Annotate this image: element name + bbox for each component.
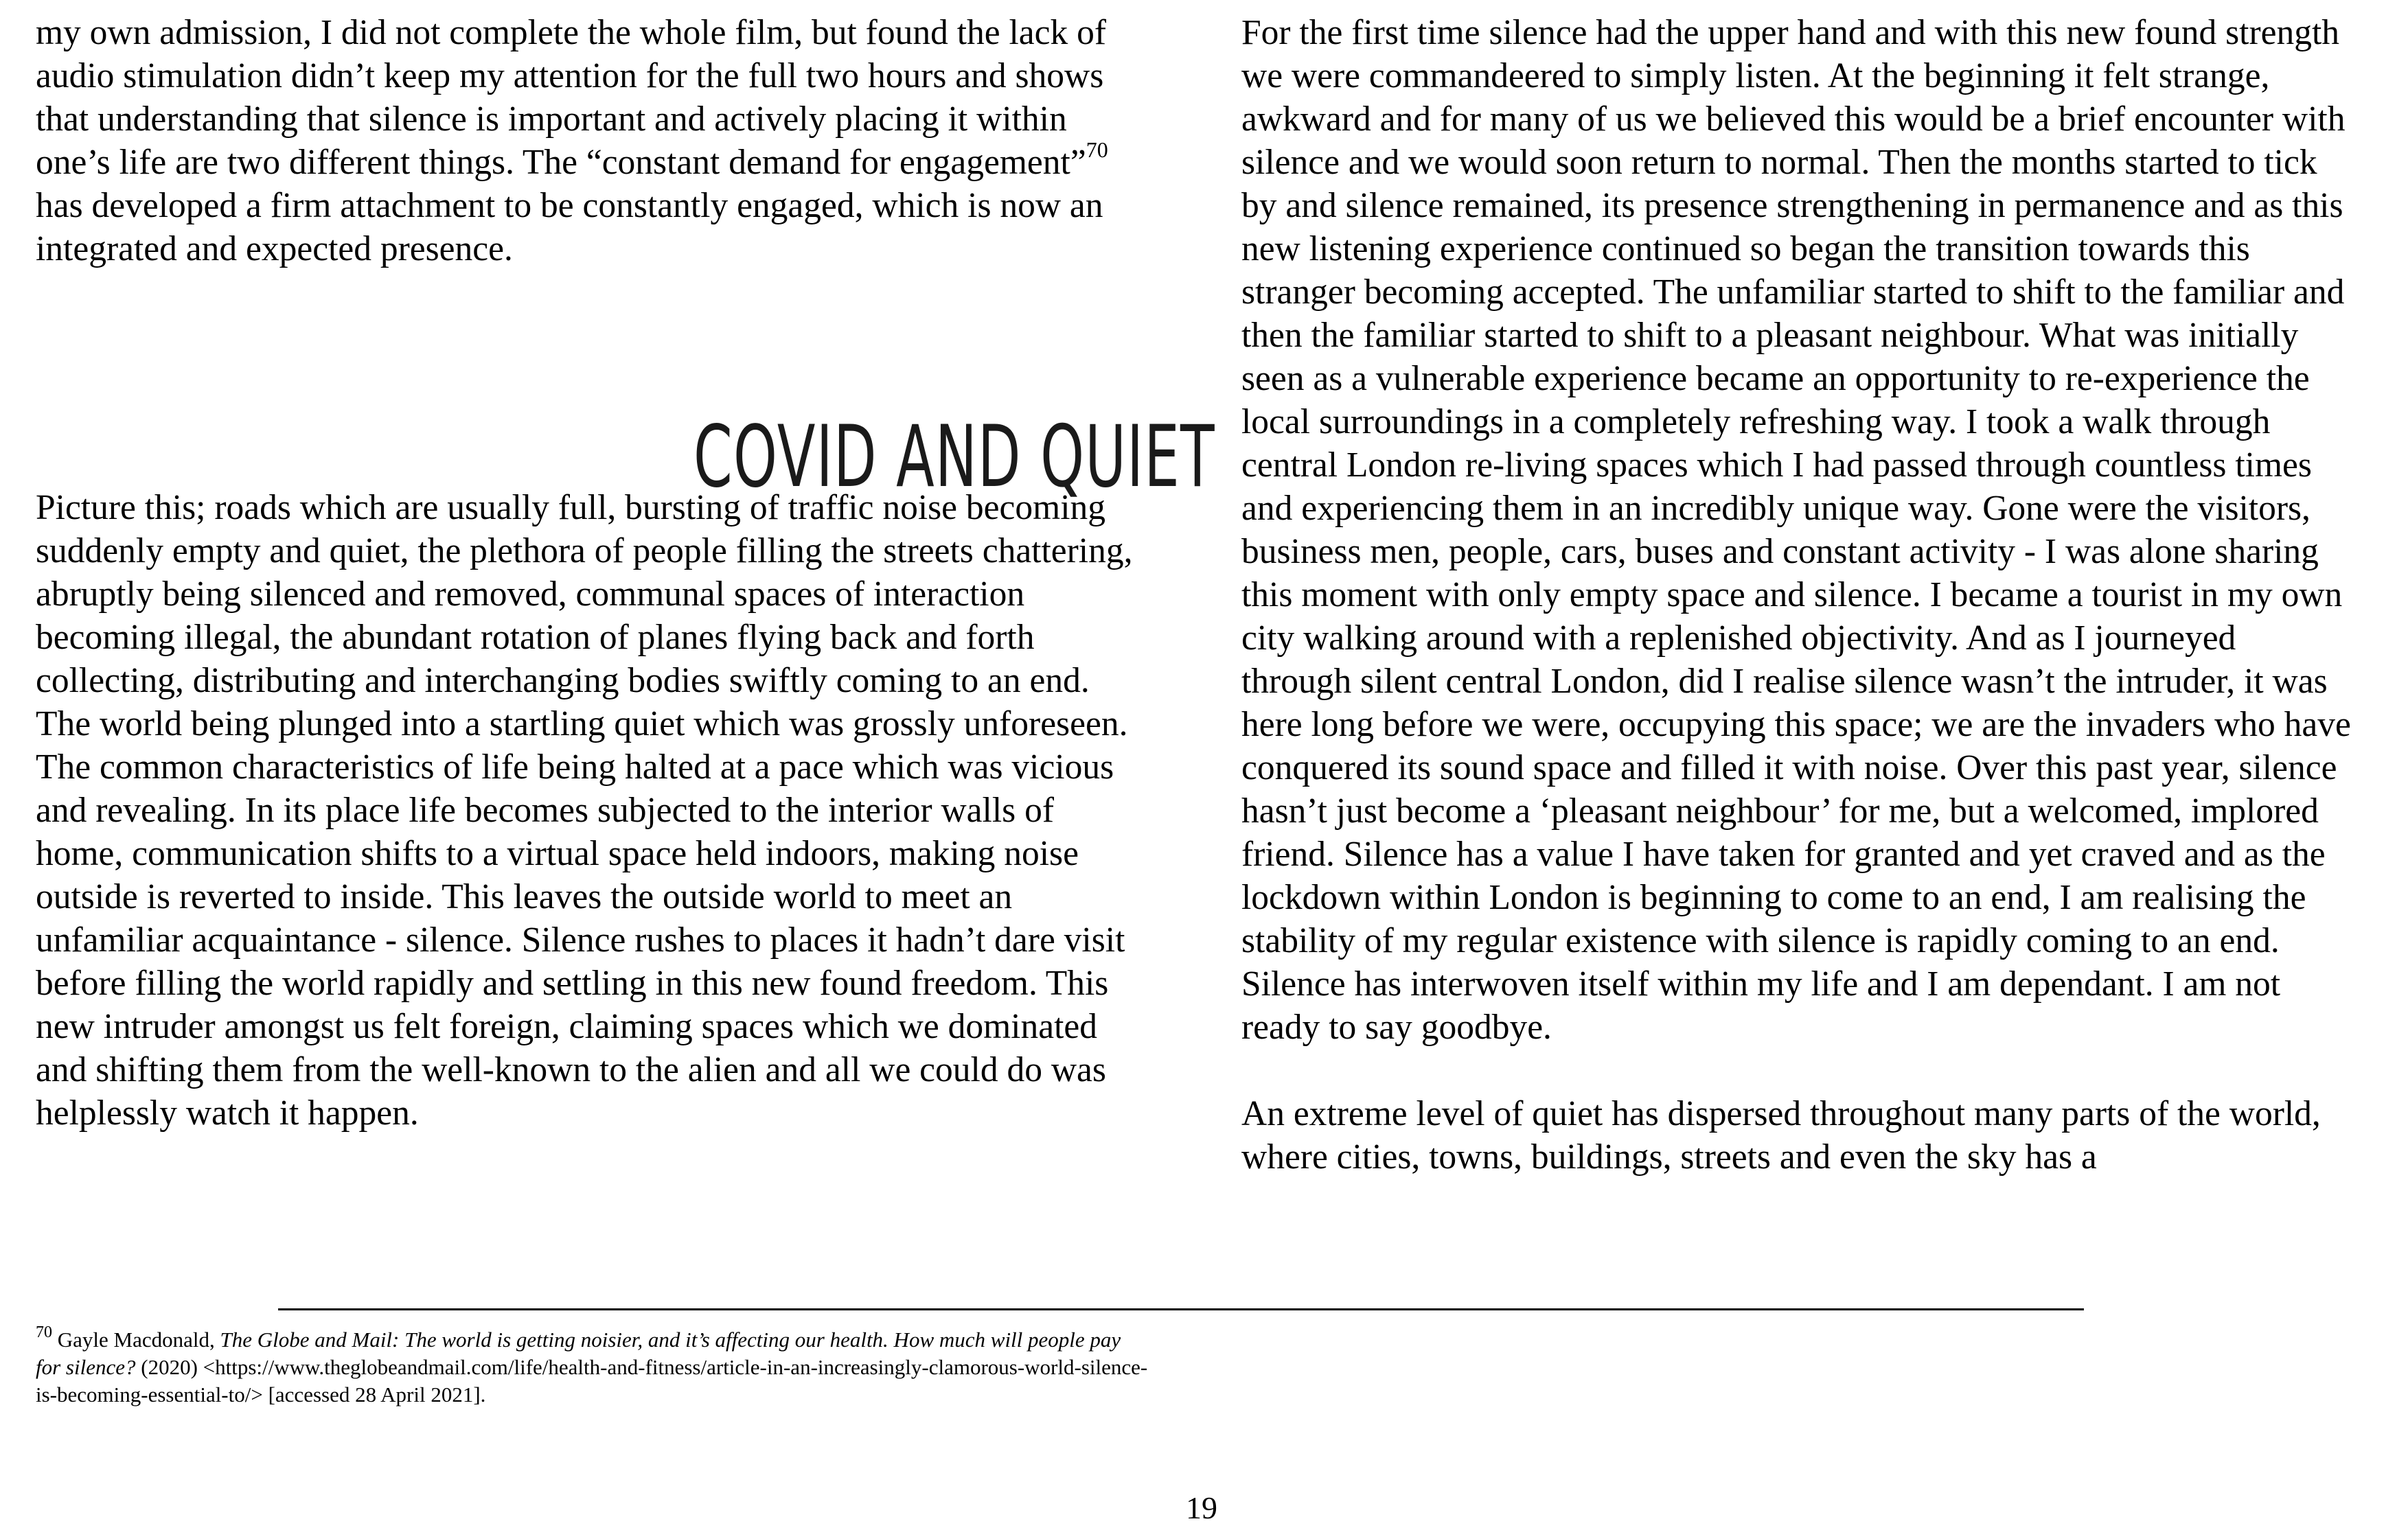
right-paragraph-2: An extreme level of quiet has dispersed throughout many parts of the world, where cities, towns, buildings, streets and even the sky has a [1241,1094,2321,1177]
top-paragraph [36,11,1148,270]
footnote-title: The Globe and Mail: The world is getting noisier, and it’s affecting our health. How much will people pay for silence? [36,1328,1121,1379]
footnote [36,1323,1148,1409]
left-column-main [36,486,1148,1135]
paragraph-gap [1241,1049,2354,1092]
section-heading-text: COVID AND QUIET [693,408,1215,507]
footnote-author: Gayle Macdonald, [57,1328,220,1352]
top-paragraph-text: my own admission, I did not complete the whole film, but found the lack of audio stimulation didn’t keep my attention for the full two hours and shows that understanding that silence is important and actively placing it within one’s life are two different things. The “constant demand for engagement” [36,13,1107,182]
page-number: 19 [1186,1490,1217,1525]
main-paragraph: Picture this; roads which are usually full, bursting of traffic noise becoming suddenly empty and quiet, the plethora of people filling the streets chattering, abruptly being silenced and removed, communal spaces of interaction becoming illegal, the abundant rotation of planes flying back and forth collecting, distributing and interchanging bodies swiftly coming to an end. The world being plunged into a startling quiet which was grossly unforeseen. The common characteristics of life being halted at a pace which was vicious and revealing. In its place life becomes subjected to the interior walls of home, communication shifts to a virtual space held indoors, making noise outside is reverted to inside. This leaves the outside world to meet an unfamiliar acquaintance - silence. Silence rushes to places it hadn’t dare visit before filling the world rapidly and settling in this new found freedom. This new intruder amongst us felt foreign, claiming spaces which we dominated and shifting them from the well-known to the alien and all we could do was helplessly watch it happen. [36,488,1133,1133]
footnote-details: (2020) <https://www.theglobeandmail.com/life/health-and-fitness/article-in-an-increasingly-clamorous-world-silence-is-becoming-essential-to/> [accessed 28 April 2021]. [36,1355,1148,1407]
footnote-number: 70 [36,1323,52,1341]
right-column [1241,11,2354,1179]
footnote-reference[interactable]: 70 [1086,137,1108,162]
top-paragraph-text-cont: has developed a firm attachment to be constantly engaged, which is now an integrated and expected presence. [36,186,1103,268]
left-column-top [36,11,1148,270]
right-paragraph-1: For the first time silence had the upper hand and with this new found strength we were commandeered to simply listen. At the beginning it felt strange, awkward and for many of us we believed this would be a brief encounter with silence and we would soon return to normal. Then the months started to tick by and silence remained, its presence strengthening in permanence and as this new listening experience continued so began the transition towards this stranger becoming accepted. The unfamiliar started to shift to the familiar and then the familiar started to shift to a pleasant neighbour. What was initially seen as a vulnerable experience became an opportunity to re-experience the local surroundings in a completely refreshing way. I took a walk through central London re-living spaces which I had passed through countless times and experiencing them in an incredibly unique way. Gone were the visitors, business men, people, cars, buses and constant activity - I was alone sharing this moment with only empty space and silence. I became a tourist in my own city walking around with a replenished objectivity. And as I journeyed through silent central London, did I realise silence wasn’t the intruder, it was here long before we were, occupying this space; we are the invaders who have conquered its sound space and filled it with noise. Over this past year, silence hasn’t just become a ‘pleasant neighbour’ for me, but a welcomed, implored friend. Silence has a value I have taken for granted and yet craved and as the lockdown within London is beginning to come to an end, I am realising the stability of my regular existence with silence is rapidly coming to an end. Silence has interwoven itself within my life and I am dependant. I am not ready to say goodbye. [1241,13,2351,1047]
footnote-divider [278,1308,2084,1310]
